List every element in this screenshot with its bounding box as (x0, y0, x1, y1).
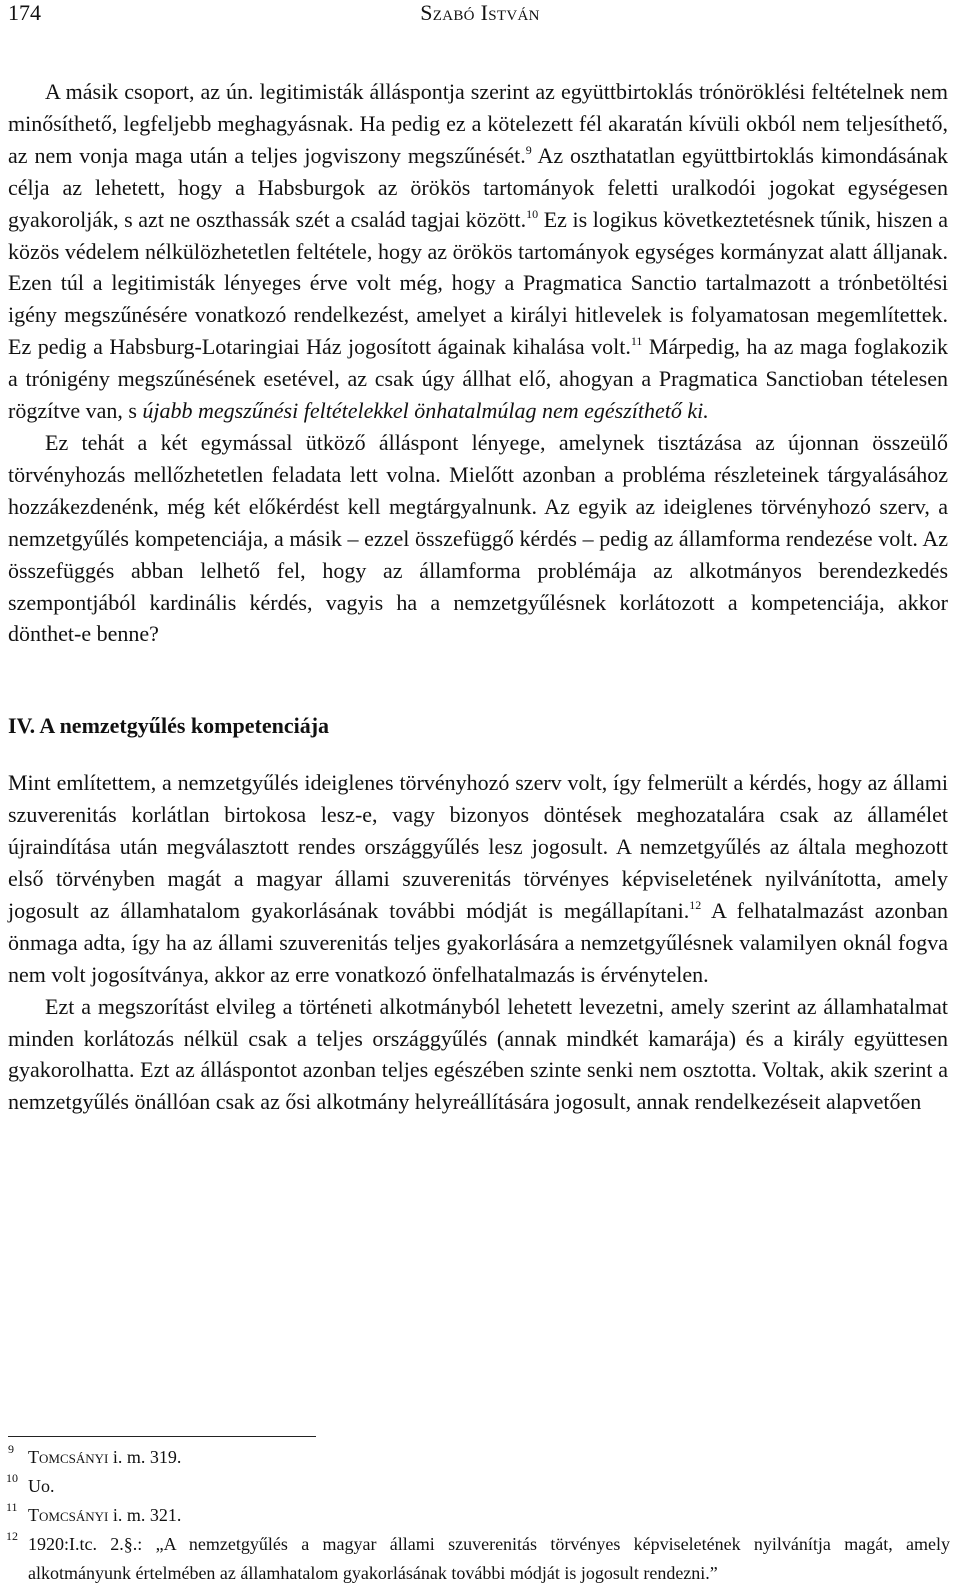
footnote-ref-11[interactable]: 11 (630, 334, 643, 349)
text-run: Ez is logikus következtetésnek tűnik, hiszen a közös védelem nélkülözhetetlen feltétele, hogy az örökös tartományok egységes kormányzat alatt álljanak. Ezen túl a legitimisták lényeges érve volt még, hogy a Pragmatica Sanctio tartalmazott a trónbetöltési igény megszűnésére vonatkozó rendelkezést, amelyet a királyi hitlevelek is folyamatosan megemlítettek. Ez pedig a Habsburg-Lotaringiai Ház jogosított ágainak kihalása volt. (8, 206, 948, 360)
text-run: A másik csoport, az ún. legitimisták álláspontja szerint az együttbirtoklás trónöröklési feltételnek nem minősíthető, legfeljebb meghagyásnak. Ha pedig ez a kötelezett fél akaratán kívüli okból nem teljesíthető, az nem vonja maga után a teljes jogviszony megszűnését. (8, 79, 948, 168)
footnote-divider (8, 1436, 316, 1437)
footnote-number: 12 (6, 1529, 18, 1543)
running-head: Szabó István (420, 0, 540, 25)
text-run: Márpedig, ha az maga foglakozik a trónigény megszűnésének esetével, az csak úgy állhat elő, ahogyan a Pragmatica Sanctioban tételesen rögzítve van, s (8, 334, 948, 424)
footnote-number: 10 (6, 1471, 18, 1485)
footnote-text: Uo. (28, 1476, 55, 1496)
italic-emphasis: újabb megszűnési feltételekkel önhatalmúlag nem egészíthető ki. (142, 398, 709, 424)
text-run: A felhatalmazást azonban önmaga adta, így ha az állami szuverenitás teljes gyakorlására a nemzetgyűlésnek valamilyen oknál fogva nem volt jogosítványa, akkor az erre vonatkozó önfelhatalmazás is érvénytelen. (8, 897, 949, 987)
footnote-author: Tomcsányi (28, 1505, 109, 1525)
section-title: IV. A nemzetgyűlés kompetenciája (8, 713, 330, 739)
footnote-9 (8, 1443, 950, 1472)
page-header (8, 0, 952, 28)
footnote-number: 11 (6, 1500, 18, 1514)
paragraph-3 (8, 767, 948, 990)
footnote-10 (8, 1472, 950, 1501)
paragraph-2: Ez tehát a két egymással ütköző álláspont lényege, amelynek tisztázása az újonnan összeülő törvényhozás mellőzhetetlen feladata lett volna. Mielőtt azonban a probléma részleteinek tárgyalásához hozzákezdenénk, még két előkérdést kell megtárgyalnunk. Az egyik az ideiglenes törvényhozó szerv, a nemzetgyűlés kompetenciája, a másik – ezzel összefüggő kérdés – pedig az államforma rendezése volt. Az összefüggés abban lelhető fel, hogy az államforma problémája az alkotmányos berendezkedés szempontjából kardinális kérdés, vagyis ha a nemzetgyűlésnek korlátozott a kompetenciája, akkor dönthet-e benne? (8, 429, 948, 647)
footnote-text: i. m. 319. (108, 1447, 182, 1467)
paragraph-4: Ezt a megszorítást elvileg a történeti alkotmányból lehetett levezetni, amely szerint az államhatalmat minden korlátozás nélkül csak a teljes országgyűlés (annak mindkét kamarája) és a király együttesen gyakorolhatta. Ezt az álláspontot azonban teljes egészében szinte senki nem osztotta. Voltak, akik szerint a nemzetgyűlés önállóan csak az ősi alkotmány helyreállítására jogosult, annak rendelkezéseit alapvetően (8, 993, 948, 1115)
footnote-ref-10[interactable]: 10 (526, 206, 539, 221)
paragraph-1 (8, 76, 948, 427)
text-run: Mint említettem, a nemzetgyűlés ideiglenes törvényhozó szerv volt, így felmerült a kérdés, hogy az állami szuverenitás korlátlan birtokosa lesz-e, vagy bizonyos döntések meghozatalára csak az államélet újraindítása után megválasztott rendes országgyűlés lesz jogosult. A nemzetgyűlés az általa meghozott első törvényben magát a magyar állami szuverenitás törvényes képviseletének nyilvánította, amely jogosult az államhatalom gyakorlásának további módját is megállapítani. (8, 770, 948, 923)
footnote-author: Tomcsányi (28, 1447, 109, 1467)
footnote-text: 1920:I.tc. 2.§.: „A nemzetgyűlés a magyar állami szuverenitás törvényes képviseletének nyilvánítja magát, amely alkotmányunk értelmében az államhatalom gyakorlásának további módját is jogosult rendezni.” (28, 1534, 950, 1583)
footnote-number: 9 (8, 1442, 14, 1456)
footnote-12 (8, 1530, 950, 1588)
footnote-ref-12[interactable]: 12 (689, 897, 702, 912)
body-text (8, 76, 948, 1118)
text-run: Az oszthatatlan együttbirtoklás kimondásának célja az lehetett, hogy a Habsburgok az örökös tartományok feletti uralkodói jogokat egységesen gyakorolják, s azt ne oszthassák szét a család tagjai között. (8, 142, 948, 232)
page-number: 174 (8, 0, 41, 25)
footnote-11 (8, 1501, 950, 1530)
footnotes (8, 1443, 950, 1588)
footnote-text: i. m. 321. (108, 1505, 182, 1525)
footnote-ref-9[interactable]: 9 (525, 142, 532, 157)
